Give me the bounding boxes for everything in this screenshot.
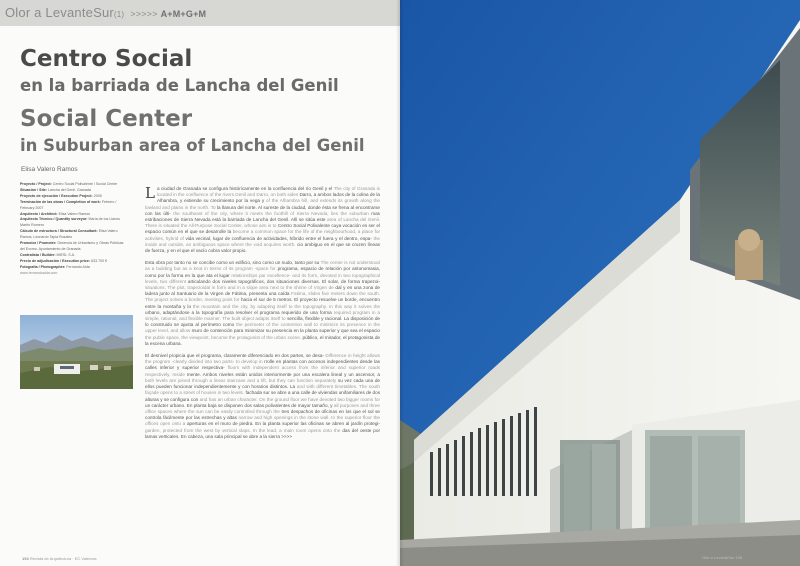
text-es: articulando dos niveles topográficos, dos situaciones diversas. El solar, de forma trapezoi- [187, 278, 381, 284]
text-es: rrolle en plantas con accesos independientes desde las calles inferior y superior respectiva- [145, 359, 380, 371]
project-credits [20, 182, 128, 277]
credit-value: Elisa Valero Ramos [58, 211, 90, 216]
text-en: The city of Granada is located in the confluence of the rivers Genil and Darro, on both sides [156, 186, 380, 198]
text-en: all purposes and three office spaces where the sun can be easily controlled through the [145, 402, 381, 414]
footer-left [22, 556, 96, 561]
text-en: and has an urban character. On the ground floor we have devoted two bigger rooms for [199, 396, 381, 402]
text-es: El desnivel propicia que el programa, claramente diferenciado en dos partes, se desa- [145, 353, 324, 359]
text-en: Difference in height allows the program -clearly divided into two parts- to develop in [145, 353, 381, 365]
text-es: das del oeste por lamas verticales. En cabeza, una sala principal se abre a la sierra [145, 427, 380, 439]
credit-value: María de los Llanos Martín Romero [20, 217, 120, 228]
text-en: the inside and outside, an ambiguous space where the void acquires worth. [145, 235, 380, 247]
page-header [0, 0, 400, 26]
text-es: Darro, a ambos lados de la colina de la Alhambra, y extiende su crecimiento por la vega y [156, 192, 380, 204]
text-en: the public space, the viewpoint, become the protagonist of the urban scene. [145, 334, 302, 340]
credit-label: Situación / Site: [20, 187, 47, 192]
drop-cap: L [145, 184, 155, 202]
credit-value: Centro Social Polivalente / Social Center [52, 182, 118, 186]
title-english: Social Center [20, 106, 193, 132]
continue-arrows: >>>> [281, 433, 293, 439]
context-photo [20, 315, 133, 389]
text-en: area of Lancha del Genil. There is situated the All-Purpose Social Center, whose aim is to [145, 217, 380, 229]
text-en: both levels are joined through a linear staircase and a lift, but they can function separately [145, 377, 337, 383]
title-spanish: Centro Social [20, 46, 193, 72]
text-es: su vez cada una de ellos pueden funcionar independientemente y con horarios distintos. La [145, 377, 381, 390]
photographer-url[interactable]: www.fernandoalda.com [20, 270, 58, 275]
series-issue: (1) [113, 10, 125, 19]
text-en: of the Alhambra hill, and extends its growth along the lowland and plains in the north. To [145, 198, 380, 210]
text-en: The center is not understood as a building but as a knot in terms of its program -space for [145, 260, 380, 272]
credit-value: Febrero / February 2007 [20, 199, 117, 210]
text-es: urbano, adaptándose a la topografía para resolver el programa requerido de una forma [145, 309, 332, 315]
text-es: público, el mirador, el protagonista de la escena urbana. [145, 334, 380, 346]
series-name: Olor a LevanteSur [5, 5, 114, 20]
credit-label: Arquitecto / Architect: [20, 211, 58, 216]
credit-label: Arquitecto Técnico / Quantity surveyor: [20, 217, 88, 222]
credit-line [20, 229, 128, 241]
credit-label: Proyecto de ejecución / Execution Project: [20, 193, 93, 198]
credit-label: Promotor / Promoter: [20, 241, 57, 246]
text-es: cio ambiguo en el que se cruzen líneas de fuerza, y en el que el vacío cobra valor propio. [145, 241, 380, 254]
credit-line [20, 241, 128, 253]
credit-value: Elisa Valero Ramos, Leonardo Tapia Rosales [20, 229, 118, 240]
text-es: fachada sur se abre a una calle de viviendas unifamiliares de dos alturas y se configura con [145, 390, 381, 402]
paragraph [145, 186, 380, 254]
credit-value: Fernando Alda [66, 264, 90, 269]
text-es: aperturas en el muro de piedra. En la planta superior las oficinas se abren al jardín protegi- [186, 421, 380, 427]
credit-value: IMESL S.A. [56, 252, 75, 257]
text-es: sencilla, flexible y racional. La disposición de lo construido se ajusta al perímetro como [145, 316, 380, 328]
credit-line [20, 200, 128, 212]
text-es: a ciudad de Granada se configura históricamente en la confluencia del río Genil y el [156, 186, 333, 191]
paragraph [145, 353, 380, 440]
credit-value: Lancha del Genil. Granada [47, 187, 91, 192]
text-en: the perimeter of the contention wall to minimize its presence in the upper level, and allow [145, 322, 381, 334]
article-body [145, 186, 380, 446]
author-name: Elisa Valero Ramos [21, 166, 78, 173]
text-en: narrow and high openings in the stone wall. In the superior floor the offices open onto a [145, 415, 380, 427]
credit-line [20, 217, 128, 229]
paragraph [145, 260, 380, 347]
text-es: un carácter urbano. En planta baja se disponen dos salas polivalentes de mayor tamaño, y [145, 402, 333, 408]
credit-label: Contratista / Builder: [20, 252, 56, 257]
page-number: 194 [22, 556, 29, 561]
text-en: Fatima, slides five meters down the south. The project solves a border, meeting point for [145, 291, 380, 303]
credit-label: Proyecto / Project: [20, 182, 52, 186]
magazine-name: Revista de Arquitectura · EC Valencia [29, 556, 97, 561]
text-es: mente. Ambos niveles están unidos interiormente por una escalera lineal y un ascensor, a [186, 371, 380, 377]
text-es: programa, espacio de relación por antonomasia, como por la forma en la que ata el lugar [145, 266, 380, 278]
text-en: become a common space for the life of the neighbourhood, a place for activities, hybrid of [145, 229, 380, 241]
credit-label: Precio de adjudicación / Execution price: [20, 258, 91, 263]
text-es: dal y en una zona de ladera junto al Santuario de la Virgen de Fátima, presenta una caída [145, 285, 380, 297]
text-es: tres despachos de oficinas en los que el sol se controla fácilmente por las estrechas y altas [145, 408, 380, 421]
series-title [5, 5, 206, 20]
studio-brand: A+M+G+M [160, 9, 207, 19]
text-en: and with different timetables. The south façade opens to a street of houses in two levels. [145, 384, 380, 396]
subtitle-spanish: en la barriada de Lancha del Genil [20, 76, 339, 95]
right-page [400, 0, 800, 566]
text-en: the mountain and the city, by adapting itself to the topography. In this way it solves the [193, 303, 381, 309]
credit-value: 633.700 € [91, 258, 108, 263]
building-photo [400, 0, 800, 566]
credit-label: Fotografía / Photographer: [20, 264, 66, 269]
text-es: hacia el sur de 5 metros. El proyecto resuelve un borde, encuentro entre la montaña y lo [145, 297, 380, 309]
text-en: garden, protected from the west by vertical slaps. In the lead, a main room opens onto the [145, 427, 341, 433]
series-arrows: >>>>> [130, 9, 158, 19]
text-en: floors with independent access from the inferior and superior roads respectively. Inside [145, 365, 380, 377]
text-en: situations. The plot, trapezoidal in form and in a slope area next to the shrine of Virgen de [145, 285, 334, 291]
subtitle-english: in Suburban area of Lancha del Genil [20, 136, 365, 155]
credit-label: Terminación de las obras / Completion of work: [20, 199, 101, 204]
text-es: la llanura del norte. Al sureste de la ciudad, donde ésta se frena al encontrarse con las últi- [145, 204, 380, 216]
text-en: relationships par excellence- and its form, devoted in two topographical levels, two different [145, 272, 380, 284]
credit-label: Cálculo de estructura / Structural Consultant: [20, 229, 98, 234]
text-en: the southeast of the city, where it meets the foothill of Sierra Nevada, lies the suburban [173, 210, 369, 216]
text-es: muro de contención para minimizar su presencia en la planta superior y que sea el espacio [191, 328, 380, 334]
credit-value: 2005 [93, 193, 102, 198]
text-en: required program in a simple, rational, and flexible manner. The built object adapts itself to [145, 309, 381, 322]
text-es: mas estribaciones de Sierra Nevada está la barriada de Lancha del Genil. Allí se sitúa este [145, 210, 380, 223]
text-es: Centro Social Polivalente cuya vocación es ser el espacio común en el que se desarrolle la [145, 223, 380, 235]
credit-value: Gerencia de Urbanismo y Obras Públicas del Excmo. Ayuntamiento de Granada [20, 241, 124, 251]
footer-right: Olor a LevanteSur 195 [702, 555, 743, 560]
text-es: Esta obra por tanto no se concibe como un edificio, sino como un nudo, tanto por su [145, 260, 320, 266]
text-es: vida vecinal, lugar de confluencia de actividades, híbrido entre el fuera y el dentro, espa- [185, 235, 372, 241]
